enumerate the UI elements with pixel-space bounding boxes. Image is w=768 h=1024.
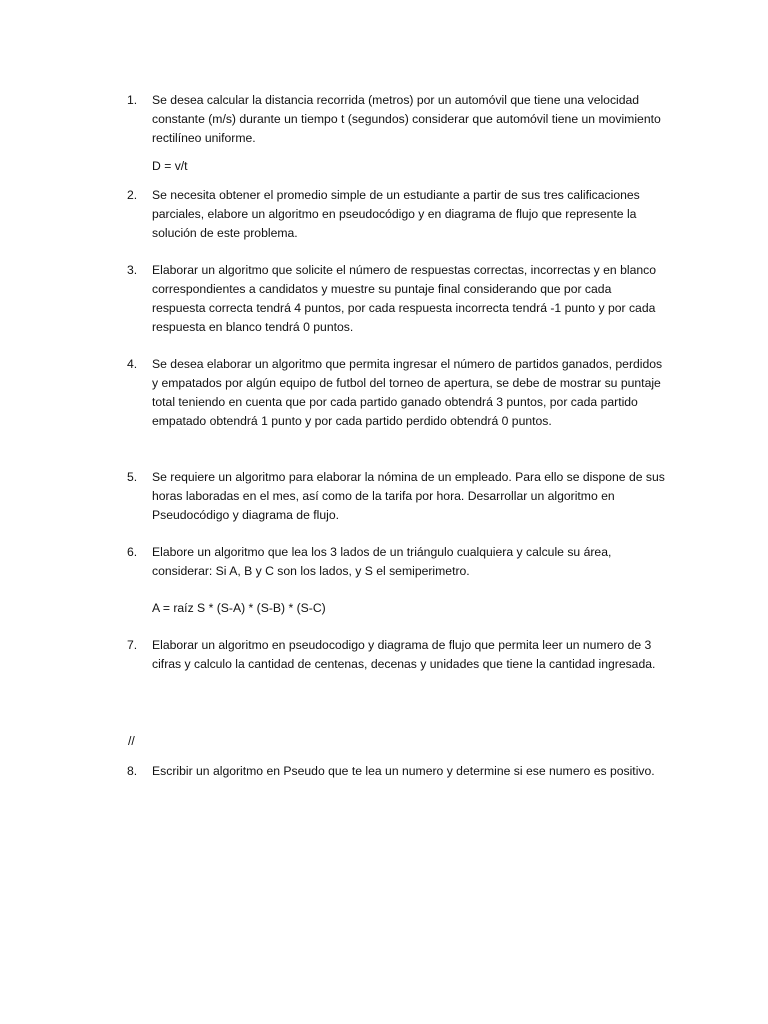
item-text: Se requiere un algoritmo para elaborar la nómina de un empleado. Para ello se dispone de sus horas laboradas en el mes, así como de la tarifa por hora. Desarrollar un algoritmo en Pseudocódigo y diagrama de flujo. xyxy=(152,470,665,522)
list-item-2 xyxy=(127,186,667,243)
list-item-7 xyxy=(127,636,667,674)
list-item-8 xyxy=(127,762,667,781)
separator-text: // xyxy=(128,734,135,748)
list-item-6 xyxy=(127,543,667,581)
list-item-5 xyxy=(127,468,667,525)
item-number: 7. xyxy=(127,638,138,652)
item-text: Se necesita obtener el promedio simple de un estudiante a partir de sus tres calificaciones parciales, elabore un algoritmo en pseudocódigo y en diagrama de flujo que represente la solución de este problema. xyxy=(152,188,640,240)
item-text: Elaborar un algoritmo que solicite el número de respuestas correctas, incorrectas y en blanco correspondientes a candidatos y muestre su puntaje final considerando que por cada respuesta correcta tendrá 4 puntos, por cada respuesta incorrecta tendrá -1 punto y por cada respuesta en blanco tendrá 0 puntos. xyxy=(152,263,657,334)
item-number: 5. xyxy=(127,470,138,484)
formula-distance: D = v/t xyxy=(152,159,188,173)
item-text: Elabore un algoritmo que lea los 3 lados de un triángulo cualquiera y calcule su área, considerar: Si A, B y C son los lados, y S el semiperimetro. xyxy=(152,545,612,578)
list-item-3 xyxy=(127,261,667,337)
item-text: Elaborar un algoritmo en pseudocodigo y diagrama de flujo que permita leer un numero de 3 cifras y calculo la cantidad de centenas, decenas y unidades que tiene la cantidad ingresada. xyxy=(152,638,656,671)
item-number: 6. xyxy=(127,545,138,559)
item-number: 2. xyxy=(127,188,138,202)
formula-area: A = raíz S * (S-A) * (S-B) * (S-C) xyxy=(152,601,326,615)
item-text: Se desea elaborar un algoritmo que permita ingresar el número de partidos ganados, perdidos y empatados por algún equipo de futbol del torneo de apertura, se debe de mostrar su puntaje total teniendo en cuenta que por cada partido ganado obtendrá 3 puntos, por cada partido empatado obtendrá 1 punto y por cada partido perdido obtendrá 0 puntos. xyxy=(152,357,663,428)
item-number: 3. xyxy=(127,263,138,277)
item-text: Se desea calcular la distancia recorrida (metros) por un automóvil que tiene una velocidad constante (m/s) durante un tiempo t (segundos) considerar que automóvil tiene un movimiento rectilíneo uniforme. xyxy=(152,93,661,145)
list-item-1 xyxy=(127,91,667,148)
item-number: 8. xyxy=(127,764,138,778)
item-text: Escribir un algoritmo en Pseudo que te lea un numero y determine si ese numero es positivo. xyxy=(152,764,655,778)
item-number: 1. xyxy=(127,93,138,107)
item-number: 4. xyxy=(127,357,138,371)
list-item-4 xyxy=(127,355,667,431)
